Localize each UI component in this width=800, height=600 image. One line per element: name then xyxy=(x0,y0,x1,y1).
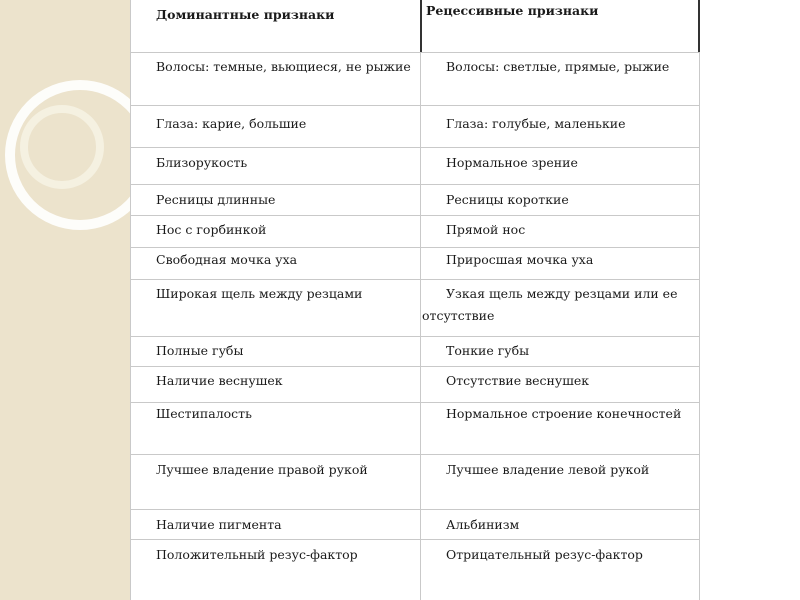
recessive-trait-cell xyxy=(446,252,593,267)
recessive-trait-cell xyxy=(446,517,519,532)
dominant-trait-cell: Полные губы xyxy=(156,343,244,358)
recessive-trait-cell xyxy=(446,155,578,170)
decorative-rings xyxy=(0,0,130,600)
recessive-trait-cell xyxy=(446,59,669,74)
recessive-trait-cell xyxy=(446,462,649,477)
recessive-trait-cell xyxy=(446,222,525,237)
dominant-trait-cell: Лучшее владение правой рукой xyxy=(156,462,368,477)
recessive-trait-text: Отрицательный резус-фактор xyxy=(446,547,643,562)
recessive-trait-text: Волосы: светлые, прямые, рыжие xyxy=(446,59,670,74)
dominant-trait-cell: Шестипалость xyxy=(156,406,252,421)
dominant-trait-cell: Свободная мочка уха xyxy=(156,252,298,267)
header-right-border xyxy=(698,0,700,53)
recessive-trait-text: Глаза: голубые, маленькие xyxy=(446,116,626,131)
recessive-trait-cell xyxy=(446,373,589,388)
recessive-trait-cell xyxy=(446,547,643,562)
recessive-trait-text: Нормальное строение конечностей xyxy=(446,406,682,421)
recessive-trait-text: Нормальное зрение xyxy=(446,155,578,170)
recessive-trait-text: Приросшая мочка уха xyxy=(446,252,594,267)
recessive-trait-cell xyxy=(446,116,626,131)
recessive-trait-text: Тонкие губы xyxy=(446,343,530,358)
recessive-trait-text: Лучшее владение левой рукой xyxy=(446,462,650,477)
dominant-trait-cell: Ресницы длинные xyxy=(156,192,276,207)
recessive-trait-cell xyxy=(446,406,681,421)
dominant-trait-cell: Волосы: темные, вьющиеся, не рыжие xyxy=(156,59,411,74)
table-sheet xyxy=(130,0,700,600)
dominant-trait-cell: Нос с горбинкой xyxy=(156,222,267,237)
ring-small xyxy=(24,109,100,185)
recessive-trait-cell xyxy=(446,343,529,358)
header-recessive: Рецессивные признаки xyxy=(426,3,599,18)
recessive-trait-text: Ресницы короткие xyxy=(446,192,569,207)
recessive-trait-cell xyxy=(422,286,678,323)
recessive-trait-text: Альбинизм xyxy=(446,517,520,532)
dominant-trait-cell: Близорукость xyxy=(156,155,248,170)
recessive-trait-cell xyxy=(446,192,569,207)
recessive-trait-continuation: отсутствие xyxy=(422,308,495,323)
dominant-trait-cell: Наличие веснушек xyxy=(156,373,283,388)
recessive-trait-text: Отсутствие веснушек xyxy=(446,373,590,388)
dominant-trait-cell: Глаза: карие, большие xyxy=(156,116,307,131)
dominant-trait-cell: Широкая щель между резцами xyxy=(156,286,363,301)
dominant-trait-cell: Положительный резус-фактор xyxy=(156,547,358,562)
traits-table xyxy=(130,0,700,600)
header-dominant: Доминантные признаки xyxy=(156,7,335,22)
header-column-divider xyxy=(420,0,422,53)
recessive-trait-text: Прямой нос xyxy=(446,222,526,237)
recessive-trait-text: Узкая щель между резцами или ее xyxy=(446,286,678,301)
dominant-trait-cell: Наличие пигмента xyxy=(156,517,282,532)
